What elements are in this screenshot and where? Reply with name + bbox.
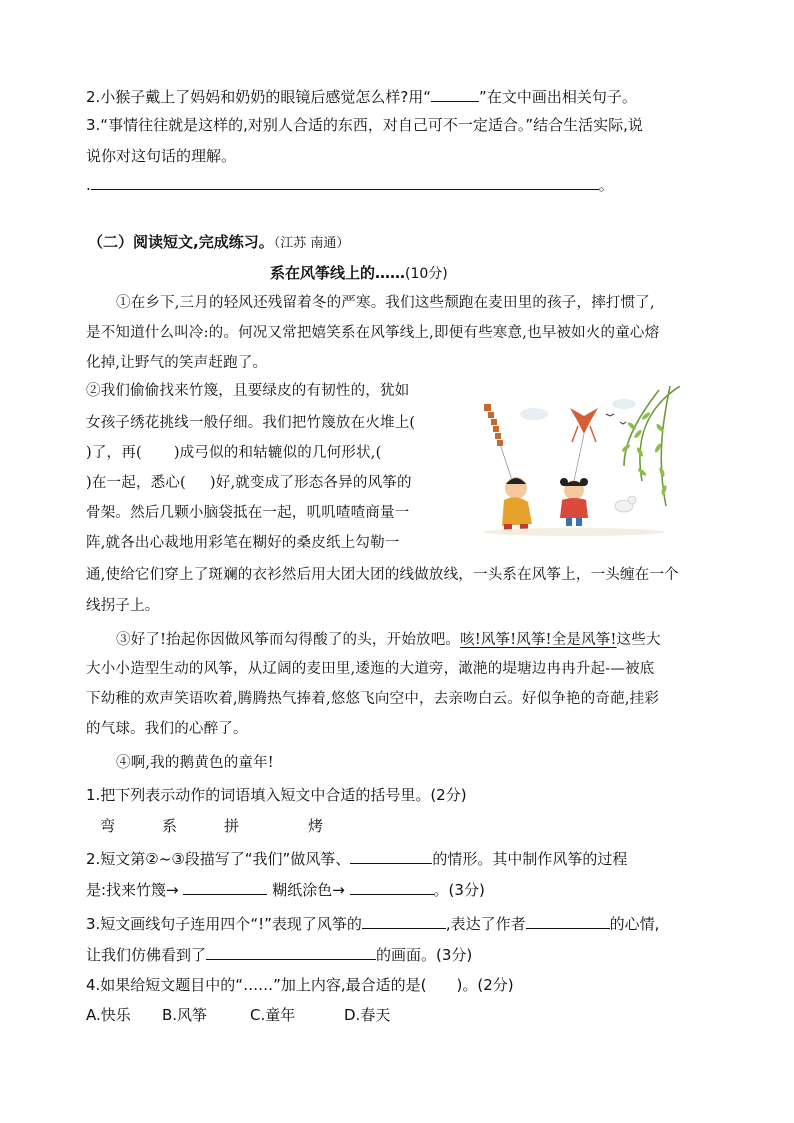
option-c[interactable]: C.童年 — [250, 1006, 296, 1024]
article-title — [270, 263, 448, 284]
question-2-line1 — [86, 848, 627, 869]
question-1: 1.把下列表示动作的词语填入短文中合适的括号里。(2分) — [86, 786, 467, 804]
q3-text-b: ,表达了作者 — [445, 915, 526, 933]
para2-line8: 线拐子上。 — [86, 598, 160, 614]
q3-text-c: 的心情, — [609, 915, 660, 933]
q3-text-a: 3.短文画线句子连用四个“!”表现了风筝的 — [86, 915, 362, 933]
para2-line7: 通,使给它们穿上了斑斓的衣衫然后用大团大团的线做放线，一头系在风筝上，一头缠在一个 — [86, 567, 679, 583]
para3-line4: 的气球。我们的心醉了。 — [86, 721, 248, 737]
para2-line3 — [86, 443, 381, 463]
prev-question-3-line1: 3.“事情往往就是这样的,对别人合适的东西，对自己可不一定适合。”结合生活实际,说 — [86, 116, 643, 134]
word-bake: 烤 — [308, 817, 324, 835]
para2-line2: 女孩子绣花挑线一般仔细。我们把竹篾放在火堆上( — [86, 415, 416, 431]
prev-answer-line[interactable] — [86, 174, 614, 195]
prev-q2-text: 2.小猴子戴上了妈妈和奶奶的眼镜后感觉怎么样?用“ — [86, 88, 432, 106]
para1-line1: ①在乡下,三月的轻风还残留着冬的严寒。我们这些颓跑在麦田里的孩子，摔打惯了, — [116, 295, 655, 311]
para3-l1-part3: 这些大 — [616, 632, 661, 648]
q2-text-e: 。(3分) — [433, 881, 485, 899]
para4: ④啊,我的鹅黄色的童年! — [116, 755, 274, 771]
prev-q2-text-end: ”在文中画出相关句子。 — [479, 88, 637, 106]
para1-line3: 化掉,让野气的笑声赶跑了。 — [86, 355, 268, 371]
option-b[interactable]: B.风筝 — [162, 1006, 208, 1024]
article-score: (10分) — [405, 266, 448, 282]
option-d[interactable]: D.春天 — [344, 1006, 391, 1024]
word-tie: 系 — [162, 817, 178, 835]
prev-question-3-line2: 说你对这句话的理解。 — [86, 147, 237, 165]
q2-blank-3[interactable] — [350, 879, 434, 895]
q4-text-a: 4.如果给短文题目中的“……”加上内容,最合适的是( — [86, 976, 427, 994]
para2-l3-part1: )了，再( — [86, 445, 142, 461]
para2-l4-part2: )好,就变成了形态各异的风筝的 — [209, 475, 412, 491]
q4-text-b: )。(2分) — [456, 976, 514, 994]
question-3-line2 — [86, 944, 472, 965]
q2-blank-1[interactable] — [350, 848, 432, 864]
para3-line3: 下幼稚的欢声笑语吹着,腾腾热气捧着,悠悠飞向空中，去亲吻白云。好似争艳的奇葩,挂彩 — [86, 691, 660, 707]
word-join: 拼 — [224, 817, 240, 835]
q3-blank-3[interactable] — [206, 944, 376, 960]
article-title-text: 系在风筝线上的…… — [270, 264, 406, 282]
question-3-line1 — [86, 913, 659, 934]
para2-line1: ②我们偷偷找来竹篾，且要绿皮的有韧性的，犹如 — [86, 383, 410, 399]
para2-l4-part1: )在一起，悉心( — [86, 475, 186, 491]
section-heading — [88, 232, 349, 254]
question-2-line2 — [86, 879, 485, 900]
para2-line4 — [86, 473, 412, 493]
question-4 — [86, 975, 514, 995]
answer-dot: . — [86, 176, 91, 194]
word-bend: 弯 — [100, 817, 116, 835]
para2-line6: 阵,就各出心裁地用彩笔在糊好的桑皮纸上勾勒一 — [86, 535, 400, 551]
q2-text-a: 2.短文第②~③段描写了“我们”做风筝、 — [86, 850, 351, 868]
q2-text-b: 的情形。其中制作风筝的过程 — [432, 850, 628, 868]
para3-line1 — [116, 630, 661, 650]
option-a[interactable]: A.快乐 — [86, 1006, 131, 1024]
q3-blank-2[interactable] — [526, 913, 610, 929]
para1-line2: 是不知道什么叫冷:的。何况又常把嬉笑系在风筝线上,即便有些寒意,也早被如火的童心熔 — [86, 325, 660, 341]
para2-l3-part2: )成弓似的和轱辘似的几何形状,( — [173, 445, 382, 461]
question-4-options — [86, 1005, 390, 1025]
section-source: （江苏 南通） — [273, 236, 350, 251]
q3-text-d: 让我们仿佛看到了 — [86, 946, 207, 964]
q3-blank-1[interactable] — [362, 913, 446, 929]
word-bank — [100, 816, 323, 836]
para2-line5: 骨架。然后几颗小脑袋抵在一起，叽叽喳喳商量一 — [86, 505, 410, 521]
q3-text-e: 的画面。(3分) — [376, 946, 473, 964]
q2-text-d: 糊纸涂色→ — [272, 881, 345, 899]
section-heading-text: （二）阅读短文,完成练习。 — [88, 233, 274, 251]
q2-blank-2[interactable] — [183, 879, 267, 895]
para3-l1-part1: ③好了!抬起你因做风筝而勾得酸了的头，开始放吧。 — [116, 632, 461, 648]
q2-text-c: 是:找来竹篾→ — [86, 881, 179, 899]
para3-line2: 大小小造型生动的风筝，从辽阔的麦田里,逶迤的大道旁，澉滟的堤塘边冉冉升起-—被底 — [86, 661, 655, 677]
answer-end: 。 — [598, 176, 614, 194]
answer-blank[interactable] — [91, 174, 599, 190]
prev-question-2 — [86, 86, 637, 107]
prev-q2-blank[interactable] — [431, 86, 479, 102]
underlined-sentence: 咳!风筝!风筝!全是风筝! — [460, 632, 617, 648]
kite-children-illustration — [474, 386, 680, 536]
